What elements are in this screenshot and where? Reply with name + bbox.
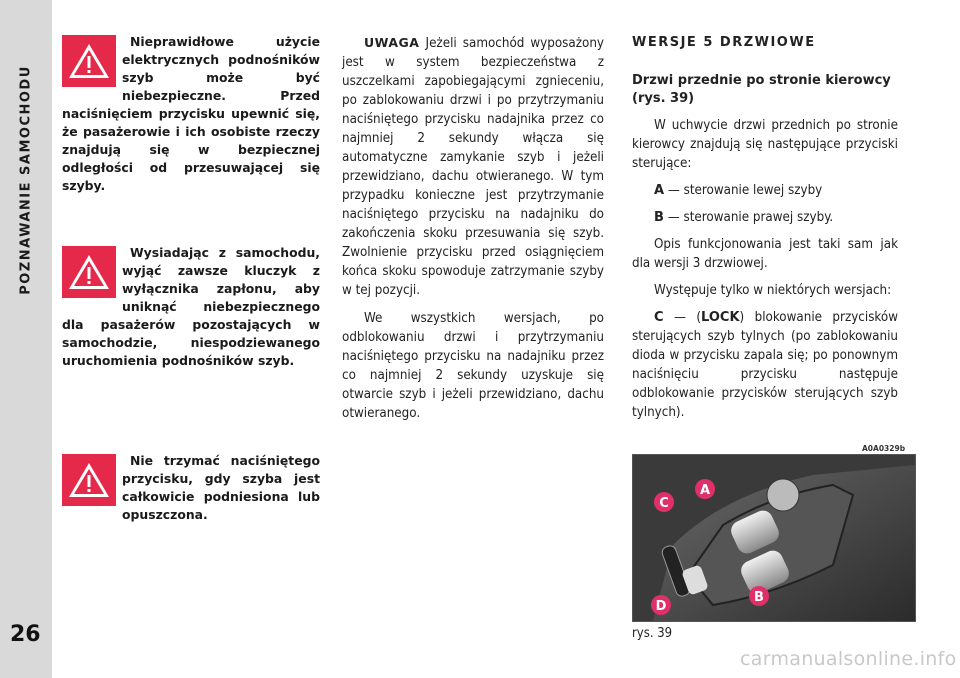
door-switch-illustration: [633, 455, 915, 621]
warning-triangle-icon: [62, 454, 116, 506]
item-c: [632, 308, 898, 422]
warning-text: Nieprawidłowe użycie elektrycznych podnośników szyb może być niebezpieczne. Przed naciśnięciem przycisku upewnić się, że pasażerowie i ich osobiste rzeczy znajdują się w bezpiecznej odległości od przesuwającej się szyby.: [62, 34, 320, 193]
figure-code: A0A0329b: [862, 444, 906, 453]
item-b-letter: B: [654, 210, 664, 225]
uwaga-paragraph: [342, 33, 604, 300]
item-a-letter: A: [654, 183, 665, 198]
some-versions-paragraph: Występuje tylko w niektórych wersjach:: [654, 283, 892, 298]
warning-text: Nie trzymać naciśniętego przycisku, gdy szyba jest całkowicie podniesiona lub opuszczona.: [122, 453, 320, 522]
warning-triangle-icon: [62, 246, 116, 298]
warning-block-3: [62, 452, 320, 524]
warning-triangle-icon: [62, 35, 116, 87]
watermark: carmanualsonline.info: [740, 648, 957, 670]
figure-caption: rys. 39: [632, 626, 673, 641]
same-description-paragraph: Opis funkcjonowania jest taki sam jak dla wersji 3 drzwiowej.: [632, 237, 898, 271]
all-versions-paragraph: We wszystkich wersjach, po odblokowaniu drzwi i przytrzymaniu naciśniętego przycisku na nadajniku przez co najmniej 2 sekundy uzyskuje się otwarcie szyb i jeżeli przewidziano, dachu otwieranego.: [342, 311, 604, 421]
section-title: POZNAWANIE SAMOCHODU: [18, 65, 34, 295]
section-heading: WERSJE 5 DRZWIOWE: [632, 35, 816, 50]
item-b: [632, 208, 898, 227]
item-a: [632, 181, 898, 200]
item-c-letter: C: [654, 310, 664, 325]
middle-column: [342, 33, 604, 432]
label-b: B: [754, 590, 764, 605]
subheading: Drzwi przednie po stronie kierowcy (rys. 39): [632, 73, 891, 106]
item-a-text: — sterowanie lewej szyby: [667, 183, 823, 198]
item-c-text: ) blokowanie przycisków sterujących szyb tylnych (po zablokowaniu dioda w przycisku zapala się; po ponownym naciśnięciu przycisku następuje odblokowanie przycisków sterujących szyb tylnych).: [632, 310, 898, 420]
item-c-prefix: — (: [673, 310, 702, 325]
label-d: D: [655, 599, 667, 614]
label-c: C: [659, 496, 669, 511]
warning-block-2: [62, 244, 320, 370]
warning-block-1: [62, 33, 320, 195]
uwaga-text: Jeżeli samochód wyposażony jest w system bezpieczeństwa z uszczelkami zapobiegającymi zgnieceniu, po zablokowaniu drzwi i po przytrzymaniu naciśniętego przycisku nadajnika przez co najmniej 2 sekundy włącza się automatyczne zamykanie szyb i jeżeli przewidziano, dachu otwieranego. W tym przypadku konieczne jest przytrzymanie naciśniętego przycisku na nadajniku do zakończenia skoku przesuwania się szyb. Zwolnienie przycisku przed osiągnięciem końca skoku spowoduje zatrzymanie szyby w tej pozycji.: [342, 36, 604, 298]
warning-text: Wysiadając z samochodu, wyjąć zawsze kluczyk z wyłącznika zapłonu, aby uniknąć niebezpiecznego dla pasażerów pozostających w samochodzie, niespodziewanego uruchomienia podnośników szyb.: [62, 245, 320, 368]
label-a: A: [699, 483, 711, 498]
door-panel-figure: [632, 454, 916, 622]
lock-label: LOCK: [701, 310, 740, 325]
page-number: 26: [10, 622, 41, 647]
intro-paragraph: W uchwycie drzwi przednich po stronie kierowcy znajdują się następujące przyciski sterujące:: [632, 118, 898, 171]
section-title-vertical: [14, 30, 38, 330]
uwaga-label: UWAGA: [364, 35, 420, 50]
item-b-text: — sterowanie prawej szyby.: [667, 210, 834, 225]
sidebar: [0, 0, 52, 678]
right-column: [632, 33, 898, 430]
